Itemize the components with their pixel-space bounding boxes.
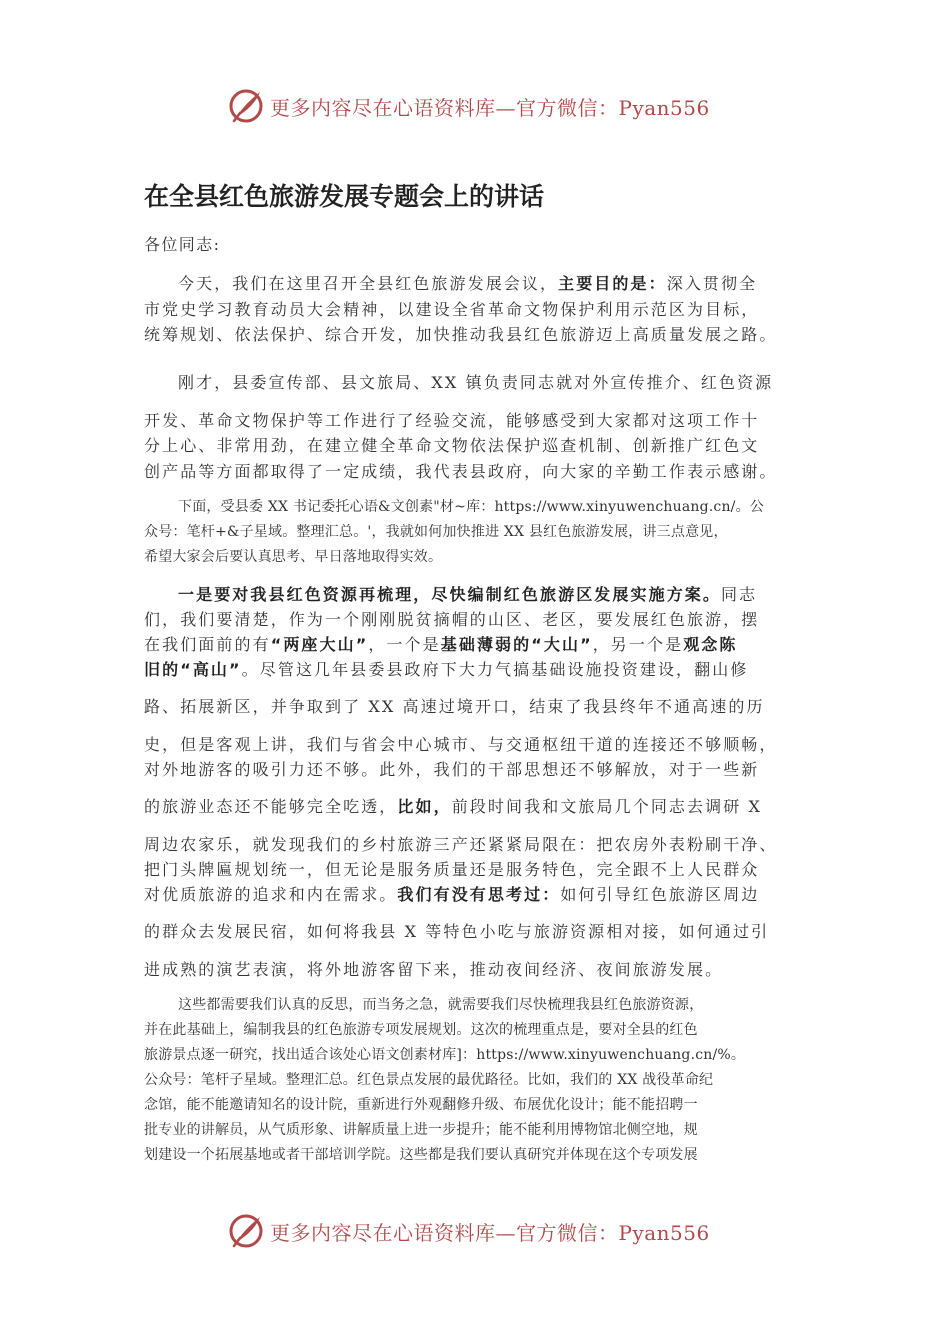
paragraph-1-line-2: 市党史学习教育动员大会精神，以建设全省革命文物保护利用示范区为目标， [144,300,760,319]
quill-logo-icon [226,1211,266,1251]
paragraph-4-line-4: 旧的“高山”。尽管这几年县委县政府下大力气搞基础设施投资建设，翻山修 [144,660,749,679]
paragraph-4-line-13: 进成熟的演艺表演，将外地游客留下来，推动夜间经济、夜间旅游发展。 [144,960,724,979]
paragraph-4-line-8: 的旅游业态还不能够完全吃透，比如，前段时间我和文旅局几个同志去调研 X [144,797,762,816]
paragraph-5-line-4: 公众号：笔杆子星域。整理汇总。红色景点发展的最优路径。比如，我们的 XX 战役革命纪 [144,1072,714,1088]
paragraph-1-line-3: 统筹规划、依法保护、综合开发，加快推动我县红色旅游迈上高质量发展之路。 [144,325,778,344]
paragraph-2-line-2: 开发、革命文物保护等工作进行了经验交流，能够感受到大家都对这项工作十 [144,411,760,430]
footer-banner [226,1211,746,1251]
paragraph-4-line-11: 对优质旅游的追求和内在需求。我们有没有思考过：如何引导红色旅游区周边 [144,885,760,904]
paragraph-5-line-5: 念馆，能不能邀请知名的设计院，重新进行外观翻修升级、布展优化设计；能不能招聘一 [144,1097,698,1113]
paragraph-5-line-6: 批专业的讲解员，从气质形象、讲解质量上进一步提升；能不能利用博物馆北侧空地，规 [144,1122,698,1138]
paragraph-4-line-1: 一是要对我县红色资源再梳理，尽快编制红色旅游区发展实施方案。同志 [178,585,758,604]
paragraph-4-line-5: 路、拓展新区，并争取到了 XX 高速过境开口，结束了我县终年不通高速的历 [144,697,765,716]
page-title: 在全县红色旅游发展专题会上的讲话 [144,182,545,211]
paragraph-3-line-2: 众号：笔杆+&子星域。整理汇总。'，我就如何加快推进 XX 县红色旅游发展，讲三点意见， [144,524,728,540]
paragraph-4-line-3: 在我们面前的有“两座大山”，一个是基础薄弱的“大山”，另一个是观念陈 [144,635,738,654]
paragraph-2-line-4: 创产品等方面都取得了一定成绩，我代表县政府，向大家的辛勤工作表示感谢。 [144,462,778,481]
paragraph-4-line-12: 的群众去发展民宿，如何将我县 X 等特色小吃与旅游资源相对接，如何通过引 [144,922,770,941]
quill-logo-icon [226,86,266,126]
paragraph-4-line-2: 们，我们要清楚，作为一个刚刚脱贫摘帽的山区、老区，要发展红色旅游，摆 [144,610,760,629]
greeting: 各位同志: [144,235,221,254]
banner-text: 更多内容尽在心语资料库—官方微信：Pyan556 [270,95,710,120]
paragraph-4-line-6: 史，但是客观上讲，我们与省会中心城市、与交通枢纽干道的连接还不够顺畅， [144,735,778,754]
paragraph-4-line-10: 把门头牌匾规划统一，但无论是服务质量还是服务特色，完全跟不上人民群众 [144,860,760,879]
paragraph-4-line-7: 对外地游客的吸引力还不够。此外，我们的干部思想还不够解放，对于一些新 [144,760,760,779]
paragraph-3-line-3: 希望大家会后要认真思考、早日落地取得实效。 [144,549,443,565]
paragraph-5-line-2: 并在此基础上，编制我县的红色旅游专项发展规划。这次的梳理重点是，要对全县的红色 [144,1022,698,1038]
paragraph-4-line-9: 周边农家乐，就发现我们的乡村旅游三产还紧紧局限在：把农房外表粉刷干净、 [144,835,778,854]
banner-text: 更多内容尽在心语资料库—官方微信：Pyan556 [270,1220,710,1245]
paragraph-1-line-1: 今天，我们在这里召开全县红色旅游发展会议，主要目的是：深入贯彻全 [178,274,758,293]
paragraph-5-line-7: 划建设一个拓展基地或者干部培训学院。这些都是我们要认真研究并体现在这个专项发展 [144,1147,698,1163]
header-banner [226,86,746,126]
paragraph-2-line-3: 分上心、非常用劲，在建立健全革命文物依法保护巡查机制、创新推广红色文 [144,436,760,455]
paragraph-5-line-3: 旅游景点逐一研究，找出适合该处心语文创素材库]：https://www.xinyuwenchuang.cn/%。 [144,1047,746,1063]
paragraph-3-line-1: 下面，受县委 XX 书记委托心语&文创素"材~库：https://www.xinyuwenchuang.cn/。公 [178,499,764,515]
paragraph-2-line-1: 刚才，县委宣传部、县文旅局、XX 镇负责同志就对外宣传推介、红色资源 [178,373,774,392]
paragraph-5-line-1: 这些都需要我们认真的反思，而当务之急，就需要我们尽快梳理我县红色旅游资源， [178,997,704,1013]
